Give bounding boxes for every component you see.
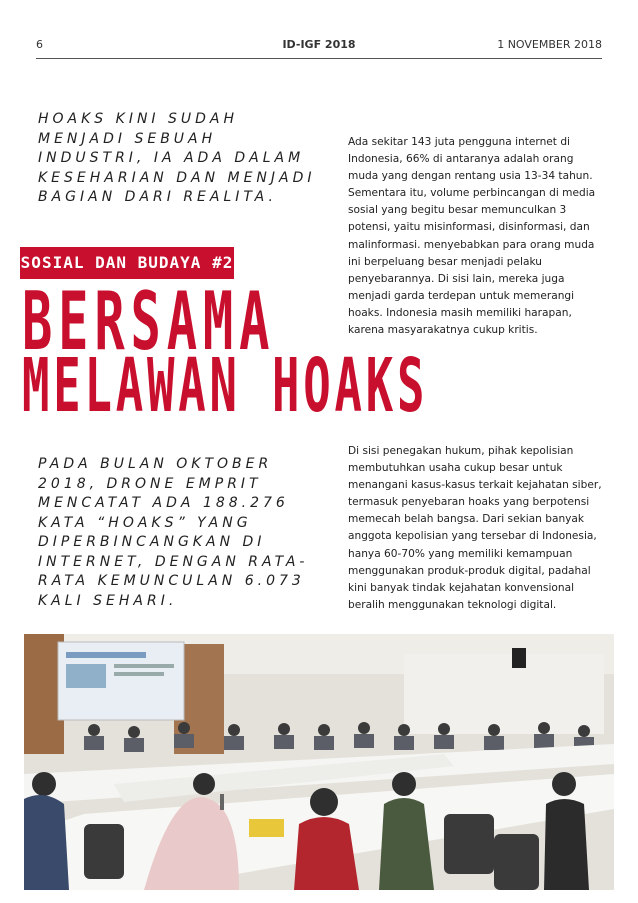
headline-line-2: MELAWAN HOAKS: [22, 343, 429, 430]
issue-date: 1 NOVEMBER 2018: [497, 38, 602, 51]
pull-quote-bottom: PADA BULAN OKTOBER 2018, DRONE EMPRIT MENCATAT ADA 188.276 KATA “HOAKS” YANG DIPERBINCANGKAN DI INTERNET, DENGAN RATA-RATA KEMUNCULAN 6.073 KALI SEHARI.: [38, 456, 309, 609]
publication-brand: ID-IGF 2018: [282, 38, 356, 51]
meeting-room-photo: [24, 634, 614, 890]
body-paragraph: Ada sekitar 143 juta pengguna internet di Indonesia, 66% di antaranya adalah orang muda yang dengan rentang usia 13-34 tahun. Sementara itu, volume perbincangan di media sosial yang begitu besar memunculkan 3 potensi, yaitu misinformasi, disinformasi, dan malinformasi. menyebabkan para orang muda ini berpeluang besar menjadi pelaku penyebarannya. Di sisi lain, mereka juga menjadi garda terdepan untuk memerangi hoaks. Indonesia masih memiliki harapan, karena masyarakatnya cukup kritis.: [348, 136, 596, 337]
category-badge: SOSIAL DAN BUDAYA #2: [20, 247, 234, 279]
header-divider: [36, 58, 602, 59]
body-column-top: [348, 134, 606, 339]
pull-quote-top: HOAKS KINI SUDAH MENJADI SEBUAH INDUSTRI, IA ADA DALAM KESEHARIAN DAN MENJADI BAGIAN DARI REALITA.: [38, 111, 316, 205]
body-paragraph: Di sisi penegakan hukum, pihak kepolisian membutuhkan usaha cukup besar untuk menangani kasus-kasus terkait kejahatan siber, termasuk penyebaran hoaks yang berpotensi memecah belah bangsa. Dari sekian banyak anggota kepolisian yang tersebar di Indonesia, hanya 60-70% yang memiliki kemampuan menggunakan produk-produk digital, padahal kini banyak tindak kejahatan konvensional beralih menggunakan teknologi digital.: [348, 445, 602, 611]
page-number: 6: [36, 38, 43, 51]
body-column-bottom: [348, 443, 606, 614]
headline-line-1: BERSAMA: [22, 276, 276, 369]
meeting-room-illustration: [24, 634, 614, 890]
page-header: [36, 38, 602, 58]
